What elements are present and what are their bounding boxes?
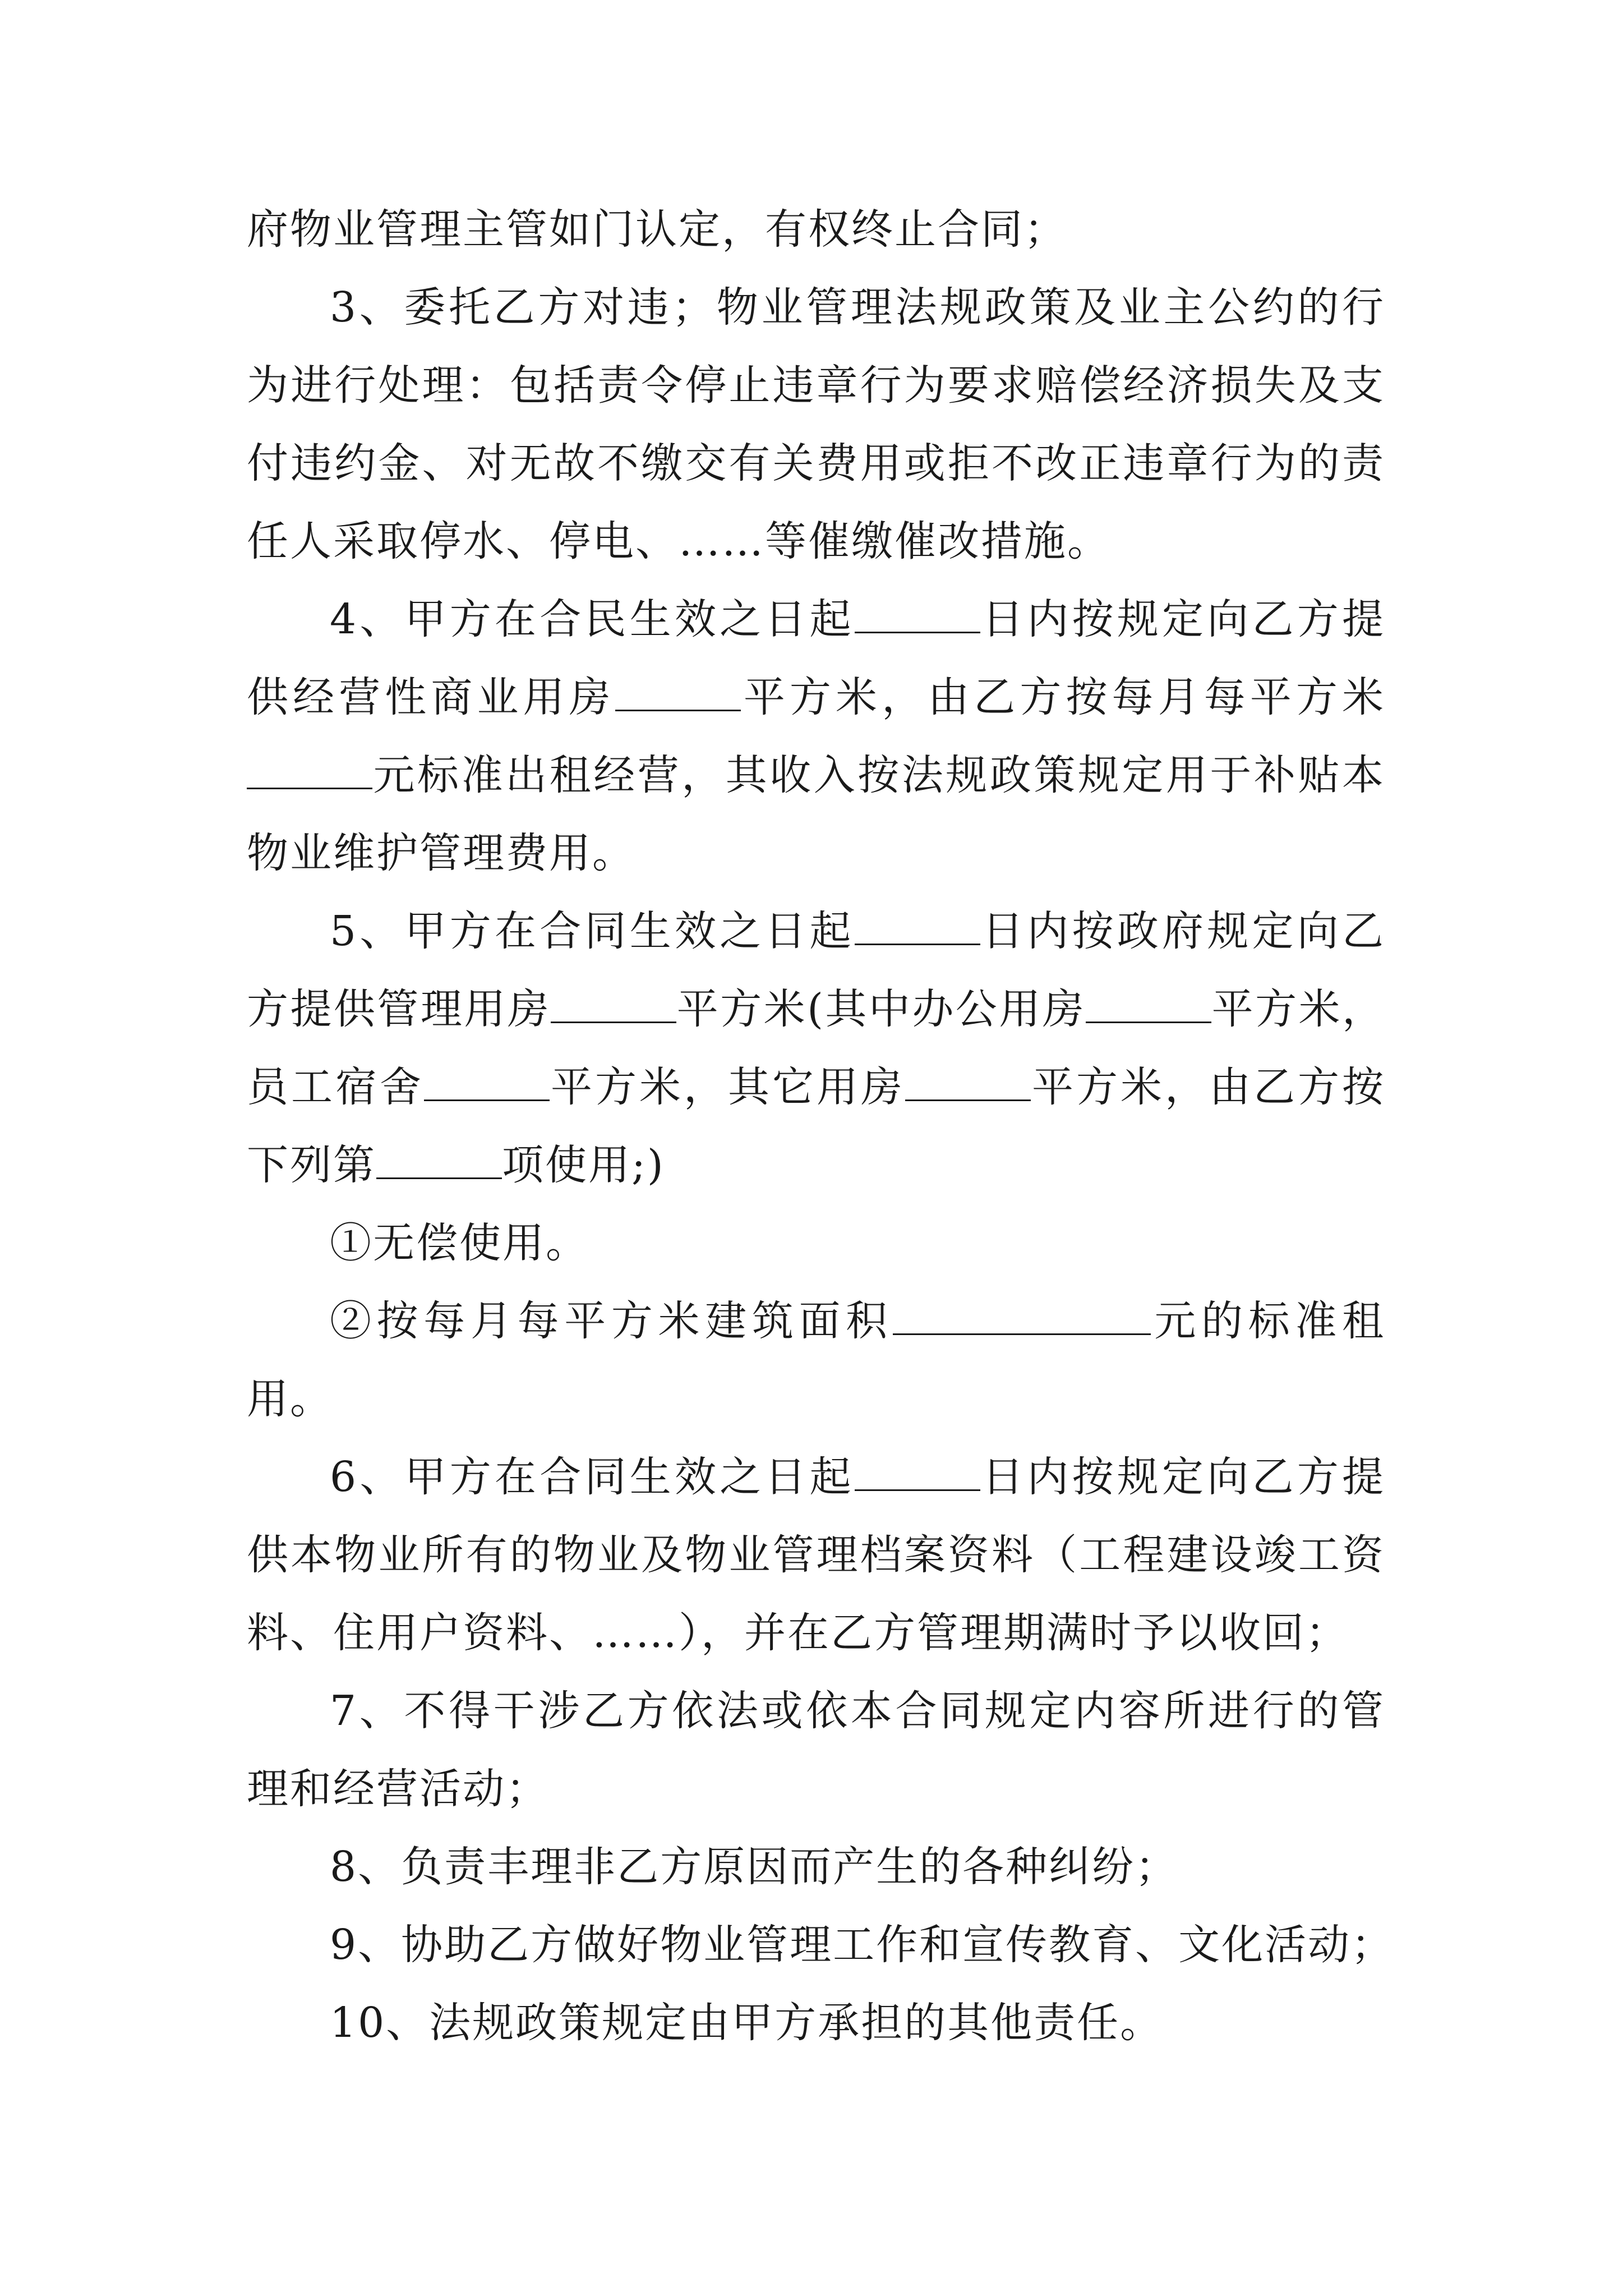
text-line: 方提供管理用房 平方米(其中办公用房 平方米， [247, 970, 1385, 1048]
fill-blank [1086, 982, 1211, 1023]
fill-blank [376, 1138, 502, 1179]
fill-blank [615, 670, 741, 711]
text-line: 下列第 项使用;) [247, 1126, 1385, 1204]
fill-blank [855, 904, 980, 945]
text-line: 为进行处理：包括责令停止违章行为要求赔偿经济损失及支 [247, 361, 1385, 409]
option-1-line: ①无偿使用。 [330, 1219, 589, 1267]
clause-4-line: 4、甲方在合民生效之日起 日内按规定向乙方提 [247, 581, 1385, 659]
text-line: 元标准出租经营，其收入按法规政策规定用于补贴本 [247, 737, 1385, 815]
text-line: 物业维护管理费用。 [247, 829, 635, 877]
text-line: 付违约金、对无故不缴交有关费用或拒不改正违章行为的责 [247, 439, 1385, 487]
text-line: 供本物业所有的物业及物业管理档案资料（工程建设竣工资 [247, 1531, 1385, 1579]
text-line: 员工宿舍 平方米，其它用房 平方米，由乙方按 [247, 1048, 1385, 1126]
text-line: 供经营性商业用房 平方米，由乙方按每月每平方米 [247, 659, 1385, 737]
clause-7-line: 7、不得干涉乙方依法或依本合同规定内容所进行的管 [330, 1687, 1385, 1735]
text-line: 府物业管理主管如门认定，有权终止合同； [247, 205, 1067, 254]
fill-blank [247, 748, 372, 789]
fill-blank [893, 1294, 1151, 1335]
fill-blank [424, 1060, 550, 1101]
clause-6-line: 6、甲方在合同生效之日起 日内按规定向乙方提 [247, 1438, 1385, 1516]
document-page [247, 191, 1395, 2062]
option-2-line: ②按每月每平方米建筑面积 元的标准租 [247, 1282, 1385, 1360]
clause-5-line: 5、甲方在合同生效之日起 日内按政府规定向乙 [247, 892, 1385, 970]
text-line: 用。 [247, 1375, 333, 1423]
clause-8-line: 8、负责丰理非乙方原因而产生的各种纠纷； [330, 1843, 1179, 1891]
clause-9-line: 9、协助乙方做好物业管理工作和宣传教育、文化活动； [330, 1921, 1395, 1969]
text-line: 理和经营活动； [247, 1765, 549, 1813]
fill-blank [855, 1450, 980, 1491]
clause-3-line: 3、委托乙方对违；物业管理法规政策及业主公约的行 [330, 283, 1385, 332]
text-line: 任人采取停水、停电、……等催缴催改措施。 [247, 517, 1110, 565]
fill-blank [905, 1060, 1031, 1101]
text-line: 料、住用户资料、……），并在乙方管理期满时予以收回； [247, 1609, 1349, 1657]
fill-blank [551, 982, 676, 1023]
clause-10-line: 10、法规政策规定由甲方承担的其他责任。 [330, 1999, 1164, 2047]
fill-blank [855, 592, 980, 633]
